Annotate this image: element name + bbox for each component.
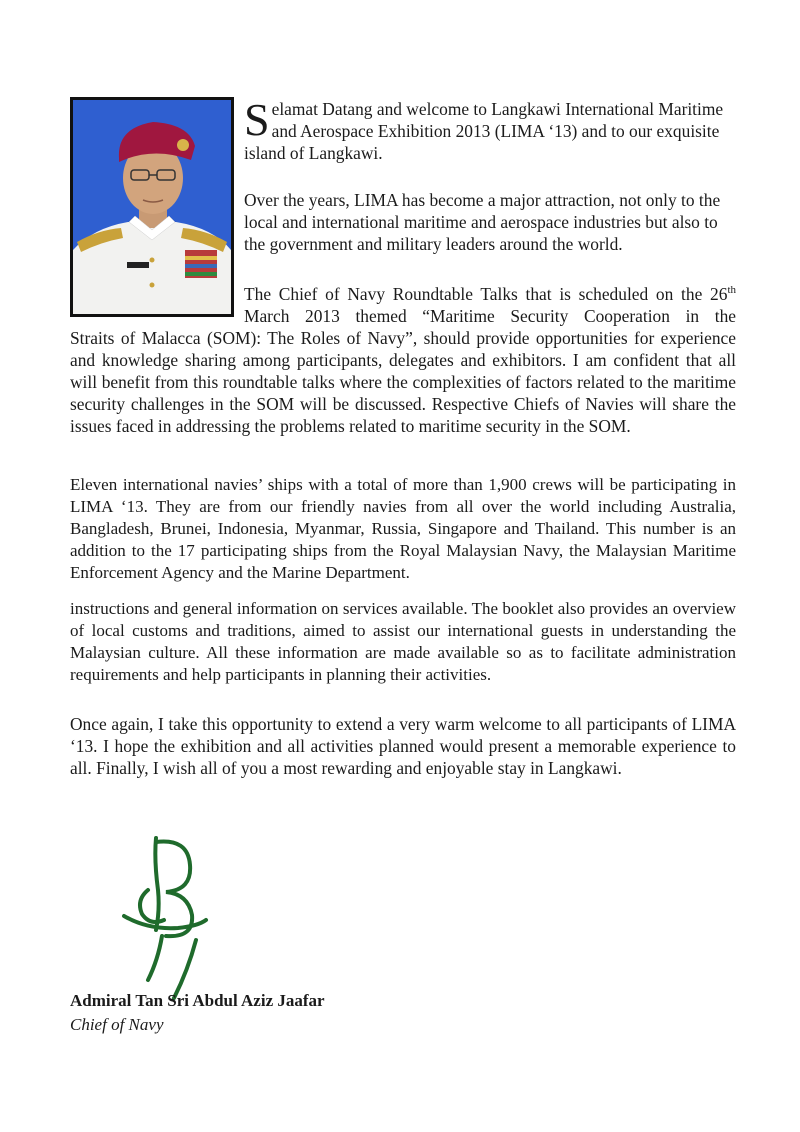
paragraph-navies-ships: Eleven international navies’ ships with a total of more than 1,900 crews will be participating in LIMA ‘13. They are from our friendly navies from all over the world including Australia, Bangladesh, Brunei, Indonesia, Myanmar, Russia, Singapore and Thailand. This number is an addition to the 17 participating ships from the Royal Malaysian Navy, the Malaysian Maritime Enforcement Agency and the Marine Department. bbox=[70, 475, 736, 582]
paragraph-roundtable-continued: Straits of Malacca (SOM): The Roles of Navy”, should provide opportunities for experience and knowledge sharing among participants, delegates and exhibitors. I am confident that all will benefit from this roundtable talks where the complexities of factors related to the maritime security challenges in the SOM will be discussed. Respective Chiefs of Navies will share the issues faced in addressing the problems related to maritime security in the SOM. bbox=[70, 328, 736, 436]
booklet-text: instructions and general information on services available. The booklet also provides an overview of local customs and traditions, aimed to assist our international guests in understanding the Malaysian culture. All these information are made available so as to facilitate administration requirements and help participants in planning their activities. bbox=[70, 600, 736, 684]
paragraph-lima-attraction: Over the years, LIMA has become a major attraction, not only to the local and international maritime and aerospace industries but also to the government and military leaders around the world. bbox=[244, 190, 721, 254]
paragraph-roundtable-start bbox=[244, 283, 736, 327]
portrait-image bbox=[73, 100, 231, 314]
signatory-name: Admiral Tan Sri Abdul Aziz Jaafar bbox=[70, 991, 325, 1010]
intro-text: elamat Datang and welcome to Langkawi International Maritime and Aerospace Exhibition 2013 (LIMA ‘13) and to our exquisite island of Langkawi. bbox=[244, 99, 724, 163]
drop-cap: S bbox=[244, 94, 270, 145]
intro-paragraph bbox=[244, 94, 736, 164]
paragraph-closing: Once again, I take this opportunity to extend a very warm welcome to all participants of LIMA ‘13. I hope the exhibition and all activities planned would present a memorable experience to all. Finally, I wish all of you a most rewarding and enjoyable stay in Langkawi. bbox=[70, 714, 736, 778]
handwritten-signature bbox=[118, 830, 218, 1000]
roundtable-text-pre: The Chief of Navy Roundtable Talks that is scheduled on the 26 bbox=[244, 284, 728, 304]
portrait-photo bbox=[70, 97, 234, 317]
signatory-title: Chief of Navy bbox=[70, 1015, 164, 1034]
roundtable-text-post: March 2013 themed “Maritime Security Cooperation in the bbox=[244, 306, 736, 326]
ordinal-suffix: th bbox=[727, 284, 736, 297]
paragraph-booklet bbox=[70, 600, 736, 688]
